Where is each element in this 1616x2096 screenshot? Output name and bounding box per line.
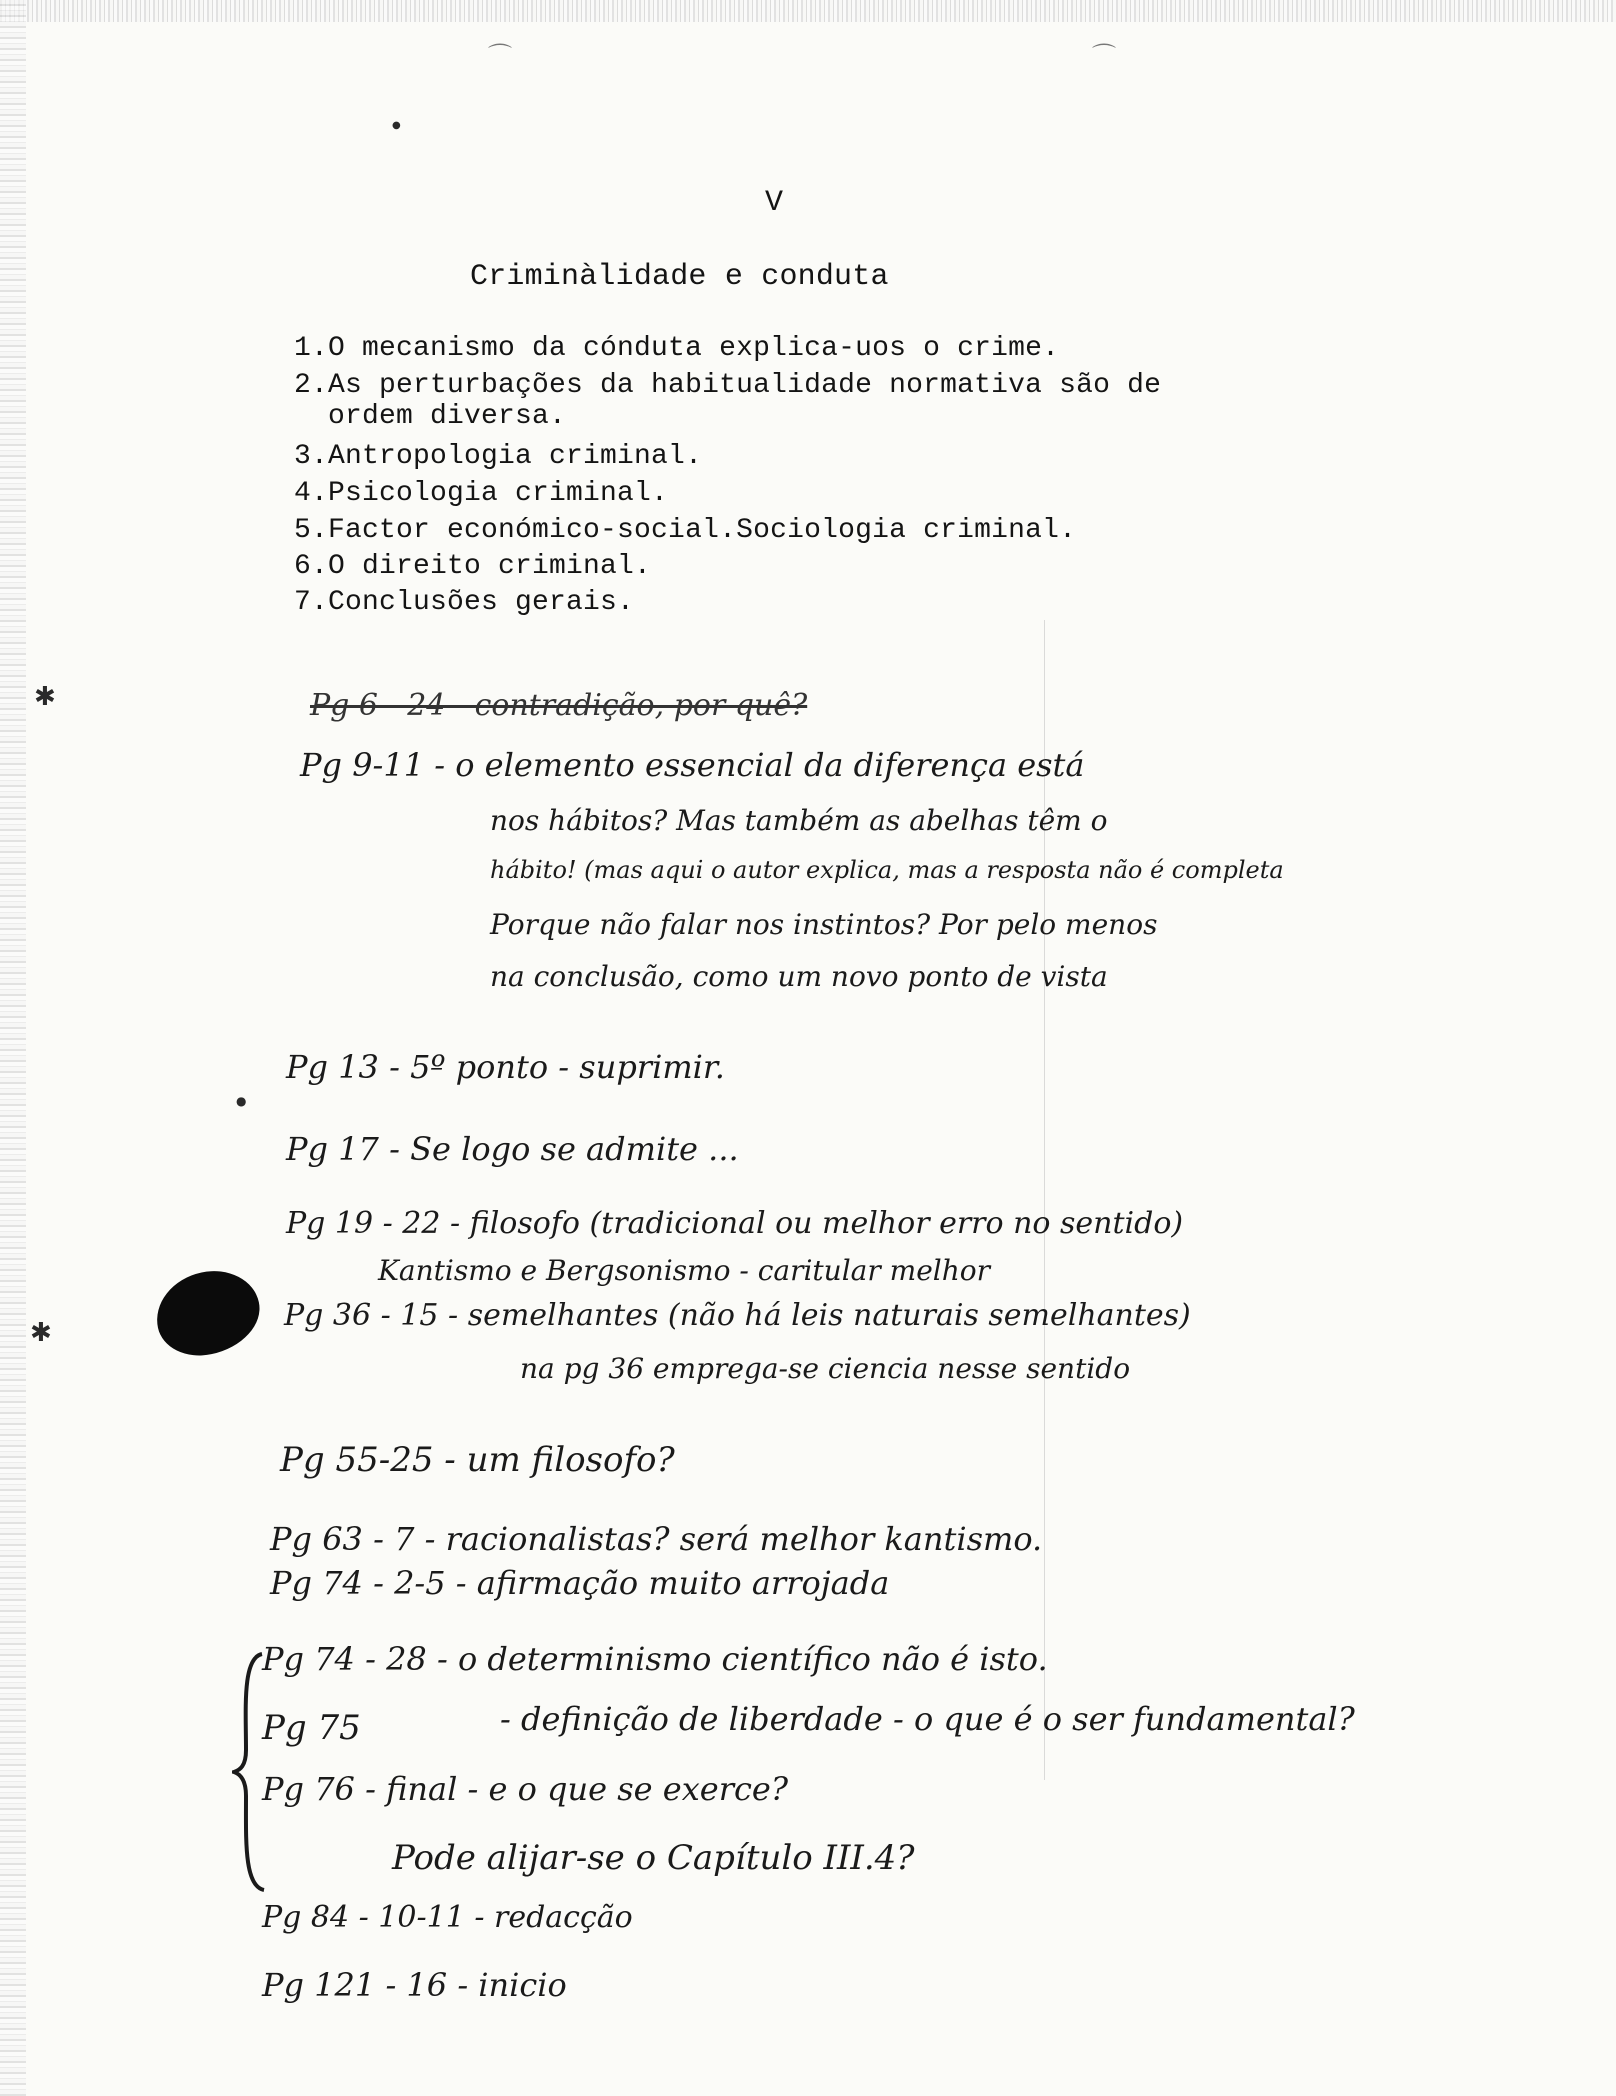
scan-noise-left	[0, 0, 26, 2096]
ink-blot	[149, 1262, 268, 1364]
group-note-pg-74-28: Pg 74 - 28 - o determinismo científico não é isto.	[262, 1640, 1048, 1678]
note-pg-63: Pg 63 - 7 - racionalistas? será melhor kantismo.	[270, 1520, 1043, 1558]
toc-item: 4.Psicologia criminal.	[294, 478, 669, 509]
note-pg-84: Pg 84 - 10-11 - redacção	[262, 1900, 633, 1935]
toc-item: 2.As perturbações da habitualidade normativa são de	[294, 370, 1162, 401]
note-pg-36: Pg 36 - 15 - semelhantes (não há leis naturais semelhantes)	[284, 1298, 1191, 1333]
note-pg-9-11: Pg 9-11 - o elemento essencial da diferença está	[300, 746, 1085, 784]
note-pg-36-line: na pg 36 emprega-se ciencia nesse sentido	[520, 1352, 1131, 1385]
note-pg-9-11-line: hábito! (mas aqui o autor explica, mas a resposta não é completa	[490, 856, 1284, 884]
note-pg-9-11-line: na conclusão, como um novo ponto de vista	[490, 960, 1108, 993]
note-pg-55: Pg 55-25 - um filosofo?	[280, 1440, 675, 1480]
note-pg-19-22-line: Kantismo e Bergsonismo - caritular melhor	[378, 1254, 990, 1287]
toc-item: 6.O direito criminal.	[294, 551, 652, 582]
group-note-pg-76: Pg 76 - final - e o que se exerce?	[262, 1770, 788, 1808]
note-pg-9-11-line: nos hábitos? Mas também as abelhas têm o	[490, 804, 1108, 837]
note-pg-121: Pg 121 - 16 - inicio	[262, 1966, 567, 2004]
note-pg-19-22: Pg 19 - 22 - filosofo (tradicional ou melhor erro no sentido)	[286, 1206, 1184, 1241]
punch-mark: ⌒	[1092, 42, 1116, 70]
paper-fold-line	[1044, 620, 1045, 1780]
note-pg-74: Pg 74 - 2-5 - afirmação muito arrojada	[270, 1564, 890, 1602]
group-note-pg-75: Pg 75	[262, 1708, 361, 1748]
chapter-number: V	[765, 186, 784, 220]
toc-item: 3.Antropologia criminal.	[294, 441, 703, 472]
note-pg-17: Pg 17 - Se logo se admite ...	[286, 1130, 739, 1168]
stray-mark: ●	[236, 1094, 247, 1108]
toc-item: 1.O mecanismo da cónduta explica-uos o crime.	[294, 333, 1060, 364]
toc-item: ordem diversa.	[294, 401, 567, 432]
margin-asterisk: ✱	[30, 1318, 52, 1348]
group-note-pg-75-definition: - definição de liberdade - o que é o ser fundamental?	[500, 1700, 1355, 1738]
chapter-title: Criminàlidade e conduta	[470, 260, 889, 294]
note-pg-13: Pg 13 - 5º ponto - suprimir.	[286, 1048, 725, 1086]
margin-asterisk: ✱	[34, 682, 56, 712]
toc-item: 5.Factor económico-social.Sociologia criminal.	[294, 515, 1077, 546]
toc-item: 7.Conclusões gerais.	[294, 587, 635, 618]
scan-noise-top	[0, 0, 1616, 22]
stray-mark: ●	[392, 120, 401, 131]
group-question: Pode alijar-se o Capítulo III.4?	[392, 1838, 915, 1878]
note-pg-9-11-line: Porque não falar nos instintos? Por pelo menos	[490, 908, 1158, 941]
struck-note: Pg 6 - 24 - contradição, por quê?	[310, 688, 808, 723]
punch-mark: ⌒	[488, 42, 512, 70]
